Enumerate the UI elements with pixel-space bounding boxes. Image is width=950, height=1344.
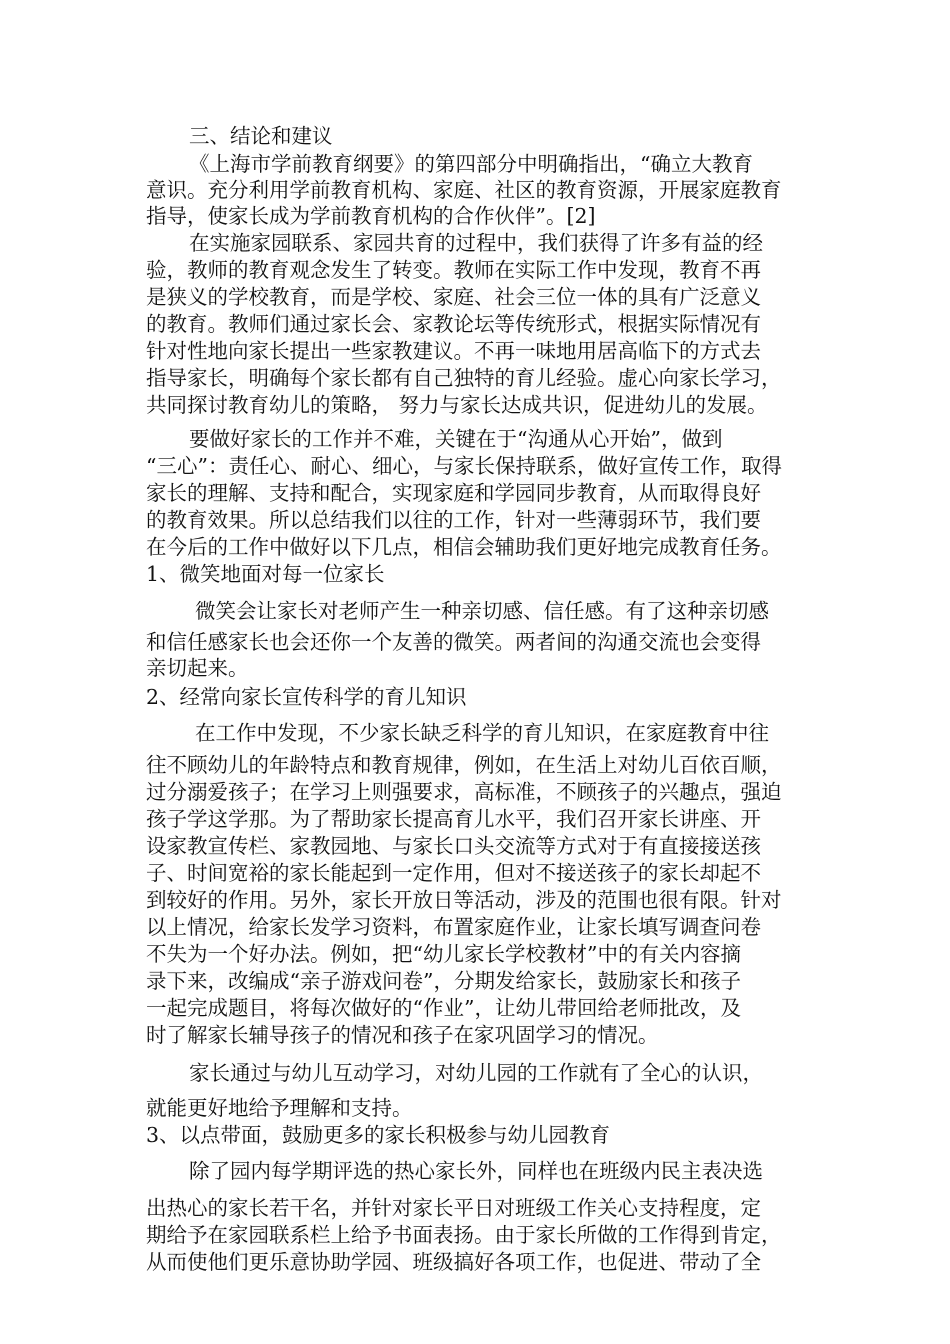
paragraph-line: 和信任感家长也会还你一个友善的微笑。两者间的沟通交流也会变得: [146, 630, 761, 654]
paragraph-line: 的教育。教师们通过家长会、家教论坛等传统形式，根据实际情况有: [146, 312, 761, 336]
paragraph-line: 指导家长，明确每个家长都有自己独特的育儿经验。虚心向家长学习，: [146, 366, 782, 390]
paragraph-line: 《上海市学前教育纲要》的第四部分中明确指出，“确立大教育: [189, 152, 753, 176]
paragraph-line: 的教育效果。所以总结我们以往的工作，针对一些薄弱环节，我们要: [146, 508, 761, 532]
paragraph-line: 孩子学这学那。为了帮助家长提高育儿水平，我们召开家长讲座、开: [146, 807, 761, 831]
paragraph-line: 时了解家长辅导孩子的情况和孩子在家巩固学习的情况。: [146, 1023, 659, 1047]
paragraph-line: 子、时间宽裕的家长能起到一定作用，但对不接送孩子的家长却起不: [146, 861, 761, 885]
paragraph-line: 共同探讨教育幼儿的策略， 努力与家长达成共识，促进幼儿的发展。: [146, 393, 768, 417]
paragraph-line: 不失为一个好办法。例如，把“幼儿家长学校教材”中的有关内容摘: [146, 942, 741, 966]
paragraph-line: 在今后的工作中做好以下几点，相信会辅助我们更好地完成教育任务。: [146, 535, 782, 559]
paragraph-line: 往不顾幼儿的年龄特点和教育规律，例如，在生活上对幼儿百依百顺，: [146, 753, 782, 777]
paragraph-line: 期给予在家园联系栏上给予书面表扬。由于家长所做的工作得到肯定，: [146, 1223, 782, 1247]
paragraph-line: 指导，使家长成为学前教育机构的合作伙伴”。[2]: [146, 204, 596, 228]
paragraph-line: 微笑会让家长对老师产生一种亲切感、信任感。有了这种亲切感: [195, 599, 769, 623]
item-heading: 1、微笑地面对每一位家长: [146, 562, 385, 586]
section-heading: 三、结论和建议: [189, 124, 333, 148]
paragraph-line: “三心”：责任心、耐心、细心，与家长保持联系，做好宣传工作，取得: [146, 454, 782, 478]
paragraph-line: 针对性地向家长提出一些家教建议。不再一味地用居高临下的方式去: [146, 339, 761, 363]
paragraph-line: 家长通过与幼儿互动学习，对幼儿园的工作就有了全心的认识，: [189, 1061, 763, 1085]
paragraph-line: 验，教师的教育观念发生了转变。教师在实际工作中发现，教育不再: [146, 258, 761, 282]
item-heading: 3、以点带面，鼓励更多的家长积极参与幼儿园教育: [146, 1123, 611, 1147]
paragraph-line: 亲切起来。: [146, 656, 249, 680]
paragraph-line: 是狭义的学校教育，而是学校、家庭、社会三位一体的具有广泛意义: [146, 285, 761, 309]
item-heading: 2、经常向家长宣传科学的育儿知识: [146, 685, 467, 709]
paragraph-line: 过分溺爱孩子；在学习上则强要求，高标准，不顾孩子的兴趣点，强迫: [146, 780, 782, 804]
paragraph-line: 以上情况，给家长发学习资料，布置家庭作业，让家长填写调查问卷: [146, 915, 761, 939]
paragraph-line: 意识。充分利用学前教育机构、家庭、社区的教育资源，开展家庭教育: [146, 178, 782, 202]
paragraph-line: 除了园内每学期评选的热心家长外，同样也在班级内民主表决选: [189, 1159, 763, 1183]
paragraph-line: 从而使他们更乐意协助学园、班级搞好各项工作，也促进、带动了全: [146, 1250, 761, 1274]
paragraph-line: 出热心的家长若干名，并针对家长平日对班级工作关心支持程度，定: [146, 1196, 761, 1220]
paragraph-line: 要做好家长的工作并不难，关键在于“沟通从心开始”，做到: [189, 427, 723, 451]
paragraph-line: 设家教宣传栏、家教园地、与家长口头交流等方式对于有直接接送孩: [146, 834, 761, 858]
paragraph-line: 就能更好地给予理解和支持。: [146, 1096, 413, 1120]
paragraph-line: 到较好的作用。另外，家长开放日等活动，涉及的范围也很有限。针对: [146, 888, 782, 912]
paragraph-line: 在实施家园联系、家园共育的过程中，我们获得了许多有益的经: [189, 231, 763, 255]
paragraph-line: 录下来，改编成“亲子游戏问卷”，分期发给家长，鼓励家长和孩子: [146, 969, 741, 993]
paragraph-line: 家长的理解、支持和配合，实现家庭和学园同步教育，从而取得良好: [146, 481, 761, 505]
paragraph-line: 在工作中发现，不少家长缺乏科学的育儿知识，在家庭教育中往: [195, 721, 769, 745]
paragraph-line: 一起完成题目，将每次做好的“作业”，让幼儿带回给老师批改，及: [146, 996, 741, 1020]
